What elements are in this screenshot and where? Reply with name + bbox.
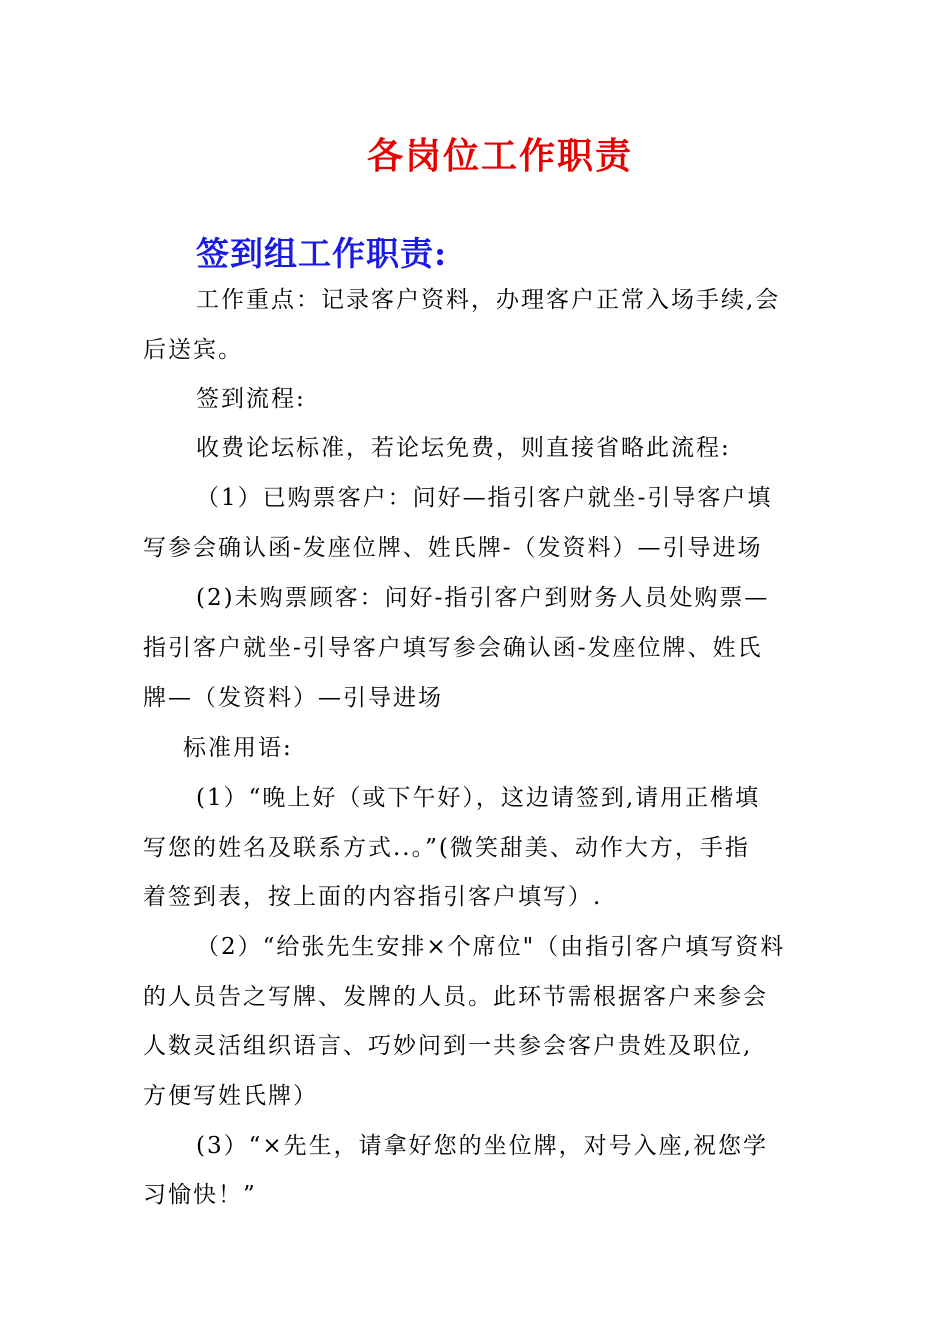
paragraph-line: 收费论坛标准，若论坛免费，则直接省略此流程: — [196, 435, 731, 461]
paragraph-line: 后送宾。 — [143, 337, 243, 363]
paragraph-line: 着签到表，按上面的内容指引客户填写）. — [143, 884, 603, 910]
paragraph-line: （1）已购票客户：问好—指引客户就坐-引导客户填 — [196, 485, 773, 511]
document-title: 各岗位工作职责 — [366, 135, 633, 177]
paragraph-line: (3）“×先生，请拿好您的坐位牌，对号入座,祝您学 — [196, 1133, 768, 1159]
paragraph-line: 人数灵活组织语言、巧妙问到一共参会客户贵姓及职位, — [143, 1033, 753, 1059]
paragraph-line: (2)未购票顾客：问好-指引客户到财务人员处购票— — [196, 585, 770, 611]
paragraph-line: (1）“晚上好（或下午好），这边请签到,请用正楷填 — [196, 785, 761, 811]
paragraph-line: 签到流程: — [196, 386, 306, 412]
paragraph-line: 标准用语: — [183, 735, 293, 761]
paragraph-line: 写参会确认函-发座位牌、姓氏牌-（发资料）—引导进场 — [143, 535, 763, 561]
paragraph-line: 指引客户就坐-引导客户填写参会确认函-发座位牌、姓氏 — [143, 635, 763, 661]
section-heading: 签到组工作职责: — [196, 234, 448, 273]
paragraph-line: 的人员告之写牌、发牌的人员。此环节需根据客户来参会 — [143, 984, 768, 1010]
paragraph-line: 习愉快！” — [143, 1182, 257, 1208]
paragraph-line: 方便写姓氏牌） — [143, 1083, 318, 1109]
paragraph-line: 牌—（发资料）—引导进场 — [143, 685, 443, 711]
paragraph-line: 工作重点：记录客户资料，办理客户正常入场手续,会 — [196, 287, 781, 313]
paragraph-line: （2）“给张先生安排×个席位"（由指引客户填写资料 — [196, 934, 786, 960]
paragraph-line: 写您的姓名及联系方式..。”(微笑甜美、动作大方，手指 — [143, 835, 750, 861]
